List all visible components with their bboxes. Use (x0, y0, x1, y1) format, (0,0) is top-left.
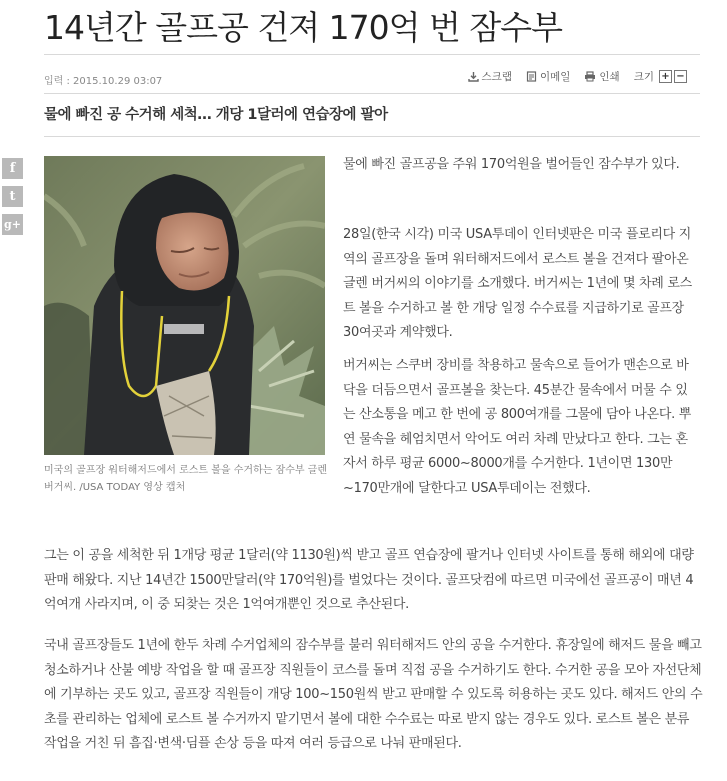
font-size-control (634, 69, 687, 84)
font-size-increase-button[interactable]: + (659, 70, 672, 83)
paragraph-2: 28일(한국 시각) 미국 USA투데이 인터넷판은 미국 플로리다 지역의 골프장을 돌며 워터해저드에서 로스트 볼을 건져다 팔아온 글렌 버거씨의 이야기를 소개했다. 버거씨는 1년에 몇 차례 로스트 볼을 수거하고 볼 한 개당 일정 수수료를 지급하기로 골프장 30여곳과 계약했다. (343, 227, 692, 340)
font-size-decrease-button[interactable]: − (674, 70, 687, 83)
print-button[interactable] (584, 69, 619, 84)
twitter-share-icon[interactable]: t (2, 186, 23, 207)
toolbar-divider (44, 93, 700, 94)
article-title: 14년간 골프공 건져 170억 번 잠수부 (44, 8, 562, 47)
print-label: 인쇄 (599, 71, 620, 83)
paragraph-1: 물에 빠진 골프공을 주워 170억원을 벌어들인 잠수부가 있다. (343, 157, 680, 172)
publish-date: 입력 : 2015.10.29 03:07 (44, 76, 163, 87)
paragraph-5: 국내 골프장들도 1년에 한두 차례 수거업체의 잠수부를 불러 워터해저드 안의 공을 수거한다. 휴장일에 해저드 물을 빼고 청소하거나 산불 예방 작업을 할 때 골프장 직원들이 코스를 돌며 직접 공을 수거하기도 한다. 수거한 공을 모아 자선단체에 기부하는 곳도 있고, 골프장 직원들이 개당 100~150원씩 받고 판매할 수 있도록 허용하는 곳도 있다. 해저드 안의 수초를 관리하는 업체에 로스트 볼 수거까지 맡기면서 볼에 대한 수수료는 따로 받지 않는 경우도 있다. 로스트 볼은 분류 작업을 거친 뒤 흠집·변색·딤플 손상 등을 따져 여러 등급으로 나눠 판매된다. (44, 638, 703, 751)
subtitle-divider (44, 136, 700, 137)
googleplus-share-icon[interactable]: g+ (2, 214, 23, 235)
paragraph-4: 그는 이 공을 세척한 뒤 1개당 평균 1달러(약 1130원)씩 받고 골프 연습장에 팔거나 인터넷 사이트를 통해 해외에 대량 판매 해왔다. 지난 14년간 1500만달러(약 170억원)를 벌었다는 것이다. 골프닷컴에 따르면 미국에선 골프공이 매년 4억여개 사라지며, 이 중 되찾는 것은 1억여개뿐인 것으로 추산된다. (44, 548, 694, 612)
facebook-share-icon[interactable]: f (2, 158, 23, 179)
download-icon (468, 71, 479, 82)
scrap-label: 스크랩 (481, 71, 512, 83)
scrap-button[interactable] (468, 69, 512, 84)
font-size-label: 크기 (633, 71, 654, 83)
email-label: 이메일 (539, 71, 571, 83)
email-button[interactable] (526, 69, 570, 84)
photo-caption: 미국의 골프장 워터해저드에서 로스트 볼을 수거하는 잠수부 글렌 버거씨. /USA TODAY 영상 캡처 (44, 465, 328, 493)
email-icon (526, 71, 537, 82)
article-toolbar (468, 69, 687, 84)
paragraph-3: 버거씨는 스쿠버 장비를 착용하고 물속으로 들어가 맨손으로 바닥을 더듬으면서 골프볼을 찾는다. 45분간 물속에서 머물 수 있는 산소통을 메고 한 번에 공 800여개를 그물에 담아 나온다. 뿌연 물속을 헤엄치면서 악어도 여러 차례 만났다고 한다. 그는 혼자서 하루 평균 6000~8000개를 수거한다. 1년이면 130만~170만개에 달한다고 USA투데이는 전했다. (343, 358, 692, 496)
printer-icon (584, 71, 596, 82)
diver-photo-image (44, 156, 325, 455)
article-photo (44, 156, 325, 455)
title-divider (44, 54, 700, 55)
article-subtitle: 물에 빠진 공 수거해 세척… 개당 1달러에 연습장에 팔아 (44, 107, 388, 123)
